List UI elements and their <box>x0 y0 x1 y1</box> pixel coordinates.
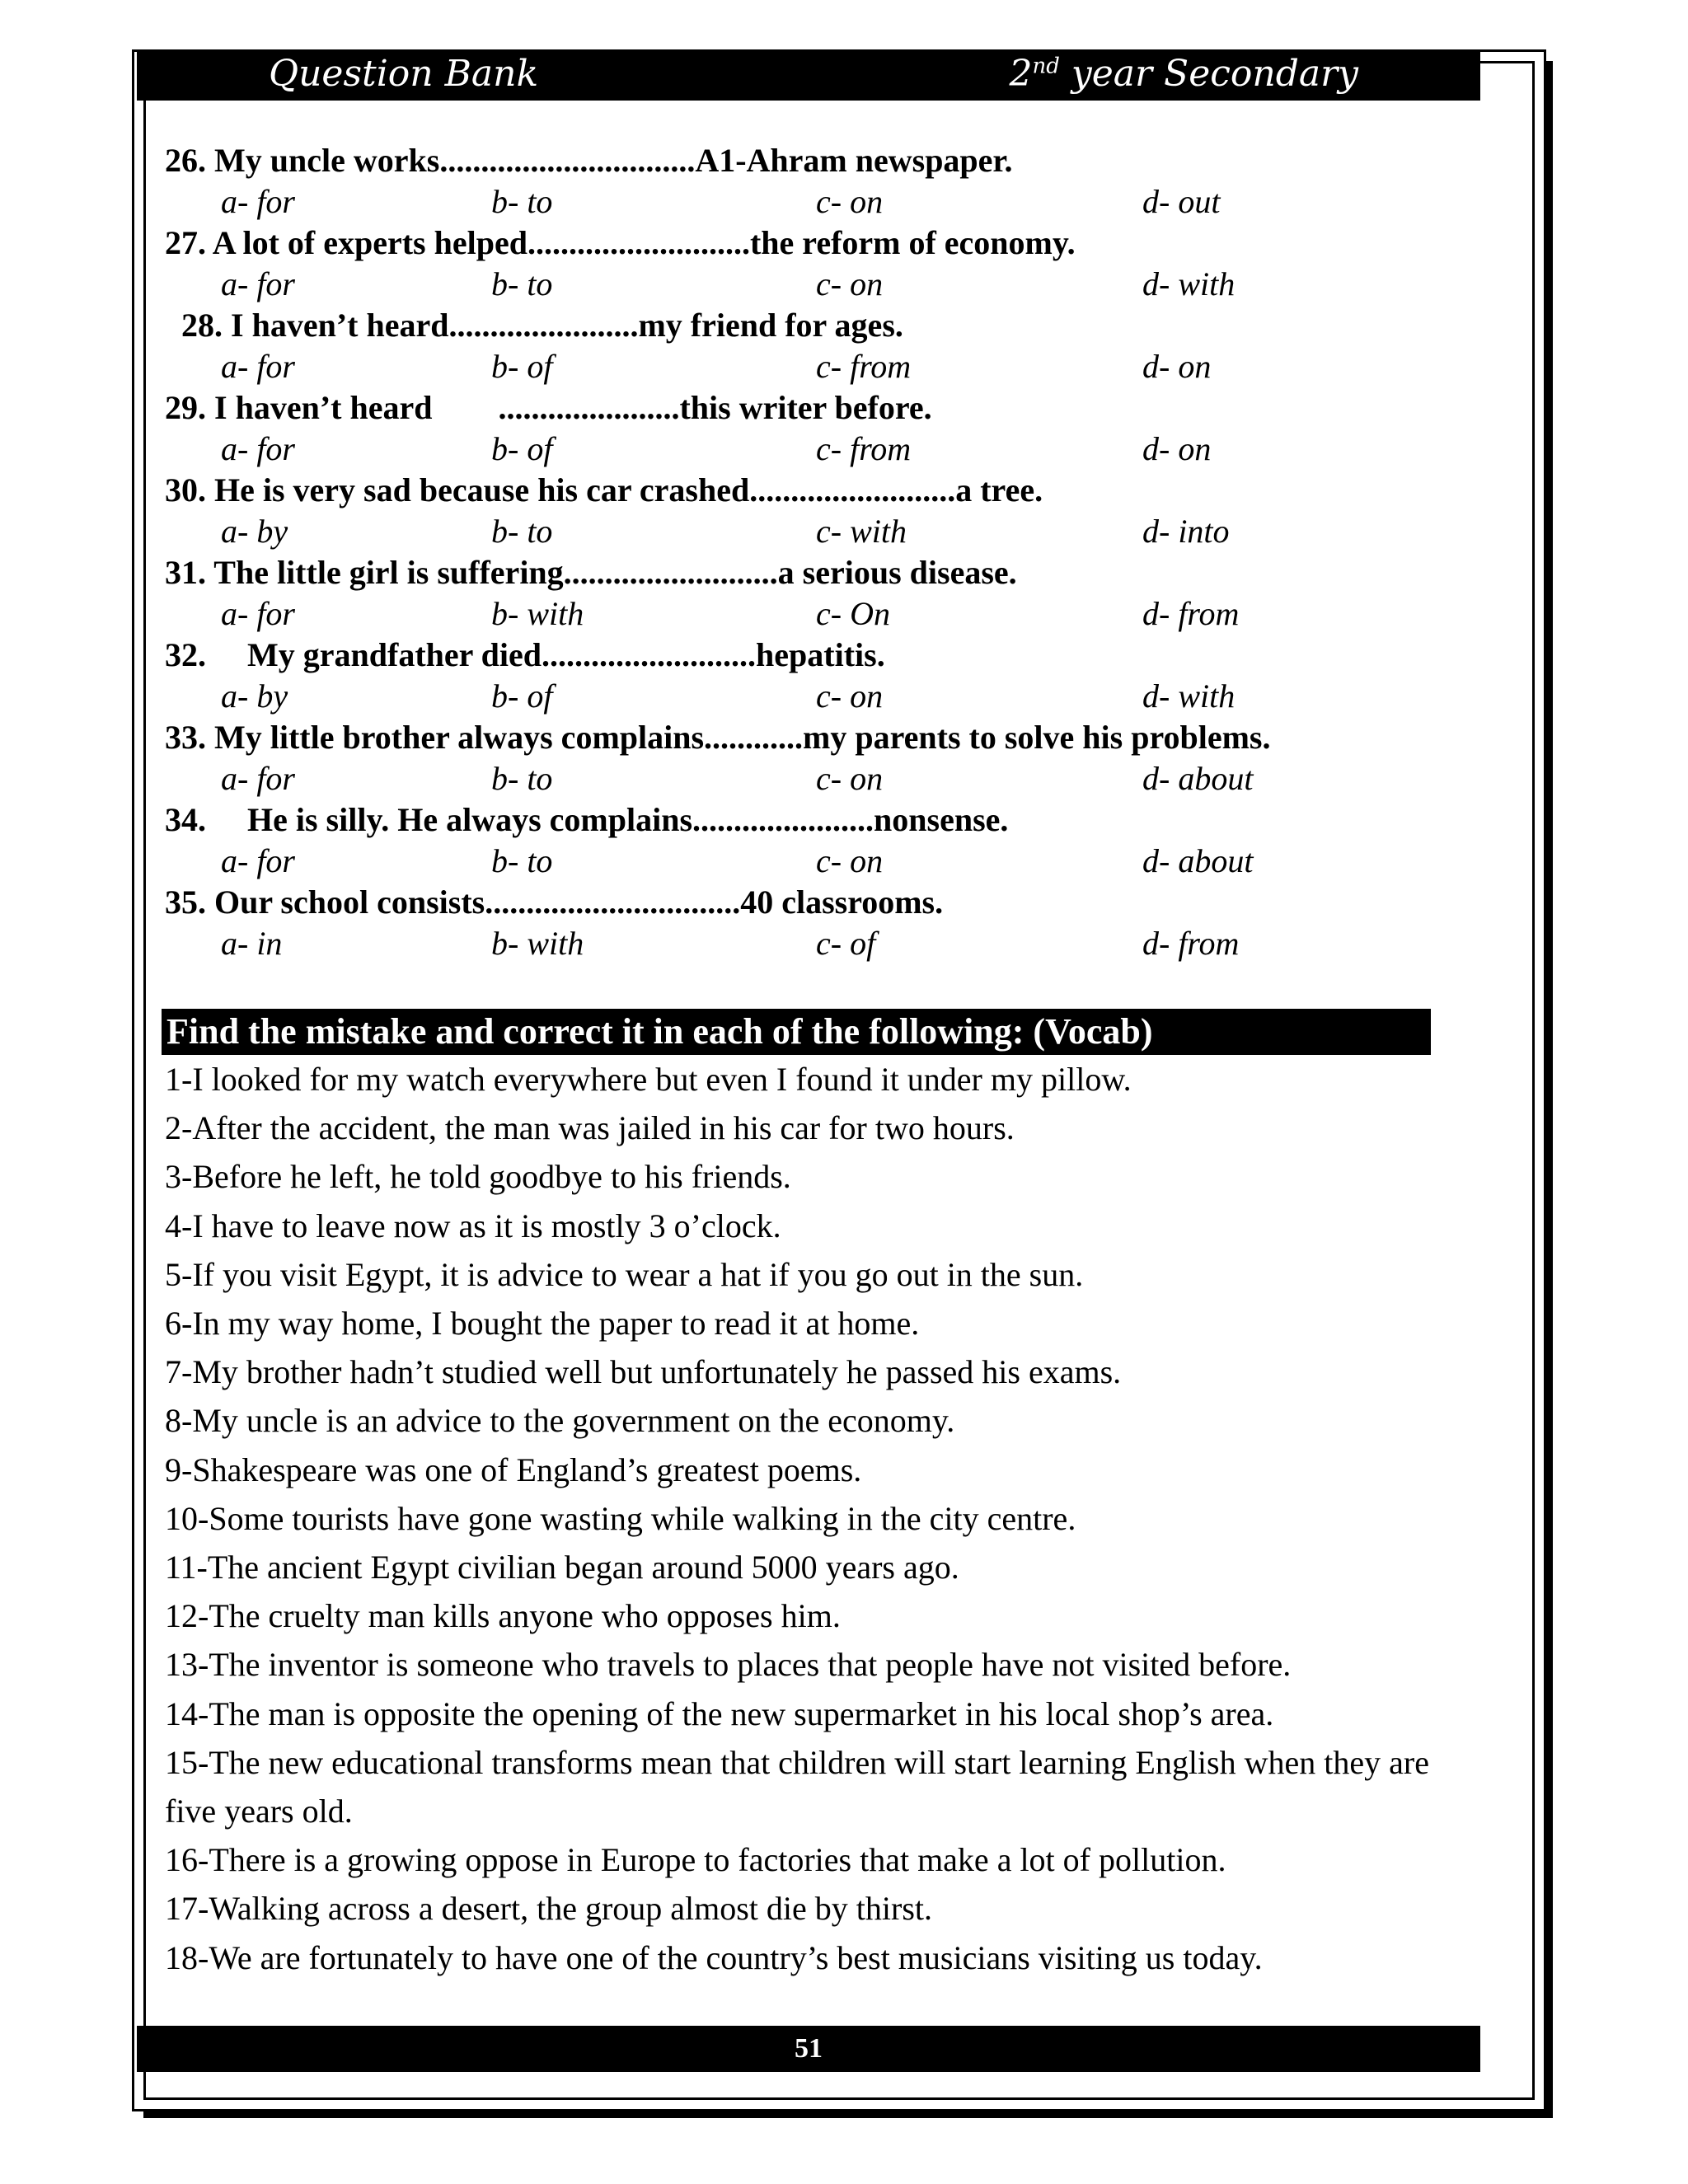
option-b: b- of <box>491 430 553 467</box>
option-c: c- on <box>816 265 884 302</box>
option-a: a- by <box>221 677 288 715</box>
option-b: b- of <box>491 677 553 715</box>
option-c: c- from <box>816 348 912 385</box>
question-text: 29. I haven’t heard ......................this writer before. <box>165 389 932 426</box>
section-heading: Find the mistake and correct it in each of the following: (Vocab) <box>162 1009 1431 1055</box>
option-d: d- about <box>1142 842 1254 879</box>
header-grade-suffix: nd <box>1032 54 1060 79</box>
header-title-right <box>1010 53 1358 95</box>
answer-options <box>165 593 1451 635</box>
option-a: a- for <box>221 595 295 632</box>
vocab-item: 7-My brother hadn’t studied well but unfortunately he passed his exams. <box>165 1353 1122 1391</box>
option-a: a- for <box>221 842 295 879</box>
vocab-list <box>165 1055 1451 1982</box>
question-text: 31. The little girl is suffering..........................a serious disease. <box>165 554 1017 591</box>
footer-bar <box>137 2026 1480 2072</box>
option-a: a- for <box>221 348 295 385</box>
mcq-list <box>165 140 1451 964</box>
page-number: 51 <box>795 2033 823 2064</box>
vocab-item: 10-Some tourists have gone wasting while walking in the city centre. <box>165 1499 1076 1537</box>
option-b: b- to <box>491 265 553 302</box>
vocab-item: 9-Shakespeare was one of England’s greatest poems. <box>165 1451 862 1488</box>
answer-options <box>165 758 1451 799</box>
question-text: 34. He is silly. He always complains......................nonsense. <box>165 801 1009 838</box>
question-text: 33. My little brother always complains............my parents to solve his problems. <box>165 719 1271 756</box>
option-d: d- into <box>1142 513 1230 550</box>
option-c: c- from <box>816 430 912 467</box>
option-a: a- for <box>221 265 295 302</box>
option-d: d- from <box>1142 925 1240 962</box>
option-a: a- for <box>221 760 295 797</box>
option-c: c- On <box>816 595 890 632</box>
question-text: 27. A lot of experts helped...........................the reform of economy. <box>165 224 1076 261</box>
option-d: d- on <box>1142 430 1212 467</box>
option-c: c- on <box>816 677 884 715</box>
vocab-item: 16-There is a growing oppose in Europe to factories that make a lot of pollution. <box>165 1841 1226 1879</box>
question-text: 30. He is very sad because his car crashed.........................a tree. <box>165 471 1043 509</box>
option-c: c- of <box>816 925 876 962</box>
option-b: b- of <box>491 348 553 385</box>
option-b: b- to <box>491 760 553 797</box>
header-grade-number: 2 <box>1009 53 1033 95</box>
vocab-item: 17-Walking across a desert, the group almost die by thirst. <box>165 1890 933 1928</box>
vocab-item: 13-The inventor is someone who travels to places that people have not visited before. <box>165 1646 1292 1684</box>
page-border-shadow-right <box>1546 61 1553 2118</box>
option-a: a- in <box>221 925 283 962</box>
option-b: b- to <box>491 513 553 550</box>
option-c: c- with <box>816 513 907 550</box>
answer-options <box>165 676 1451 717</box>
vocab-item: 18-We are fortunately to have one of the country’s best musicians visiting us today. <box>165 1938 1263 1976</box>
option-c: c- on <box>816 842 884 879</box>
header-title-left: Question Bank <box>269 53 539 95</box>
option-d: d- with <box>1142 677 1236 715</box>
option-d: d- on <box>1142 348 1212 385</box>
answer-options <box>165 181 1451 223</box>
option-b: b- with <box>491 925 584 962</box>
vocab-item: 15-The new educational transforms mean that children will start learning English when they are five years old. <box>165 1743 1429 1830</box>
vocab-item: 5-If you visit Egypt, it is advice to wear a hat if you go out in the sun. <box>165 1255 1084 1293</box>
vocab-item: 11-The ancient Egypt civilian began around 5000 years ago. <box>165 1549 959 1586</box>
vocab-item: 14-The man is opposite the opening of the new supermarket in his local shop’s area. <box>165 1694 1274 1732</box>
header-grade-rest: year Secondary <box>1059 53 1358 95</box>
option-c: c- on <box>816 760 884 797</box>
vocab-item: 1-I looked for my watch everywhere but even I found it under my pillow. <box>165 1061 1132 1098</box>
answer-options <box>165 346 1451 387</box>
option-c: c- on <box>816 183 884 220</box>
header-bar <box>137 49 1480 101</box>
answer-options <box>165 511 1451 552</box>
vocab-item: 4-I have to leave now as it is mostly 3 o’clock. <box>165 1207 781 1244</box>
vocab-item: 8-My uncle is an advice to the government on the economy. <box>165 1402 955 1440</box>
vocab-item: 2-After the accident, the man was jailed in his car for two hours. <box>165 1109 1015 1147</box>
answer-options <box>165 923 1451 964</box>
vocab-item: 3-Before he left, he told goodbye to his friends. <box>165 1158 791 1196</box>
option-b: b- to <box>491 842 553 879</box>
option-d: d- with <box>1142 265 1236 302</box>
answer-options <box>165 841 1451 882</box>
vocab-item: 12-The cruelty man kills anyone who opposes him. <box>165 1597 841 1635</box>
question-text: 28. I haven’t heard.......................my friend for ages. <box>165 307 903 344</box>
page-border-shadow-bottom <box>143 2111 1553 2118</box>
option-a: a- for <box>221 183 295 220</box>
option-b: b- with <box>491 595 584 632</box>
option-a: a- for <box>221 430 295 467</box>
question-text: 32. My grandfather died..........................hepatitis. <box>165 636 885 673</box>
option-b: b- to <box>491 183 553 220</box>
option-d: d- about <box>1142 760 1254 797</box>
option-d: d- from <box>1142 595 1240 632</box>
answer-options <box>165 429 1451 470</box>
answer-options <box>165 264 1451 305</box>
option-a: a- by <box>221 513 288 550</box>
question-text: 35. Our school consists...............................40 classrooms. <box>165 883 944 921</box>
vocab-item: 6-In my way home, I bought the paper to read it at home. <box>165 1305 920 1343</box>
option-d: d- out <box>1142 183 1221 220</box>
question-text: 26. My uncle works...............................A1-Ahram newspaper. <box>165 142 1013 179</box>
